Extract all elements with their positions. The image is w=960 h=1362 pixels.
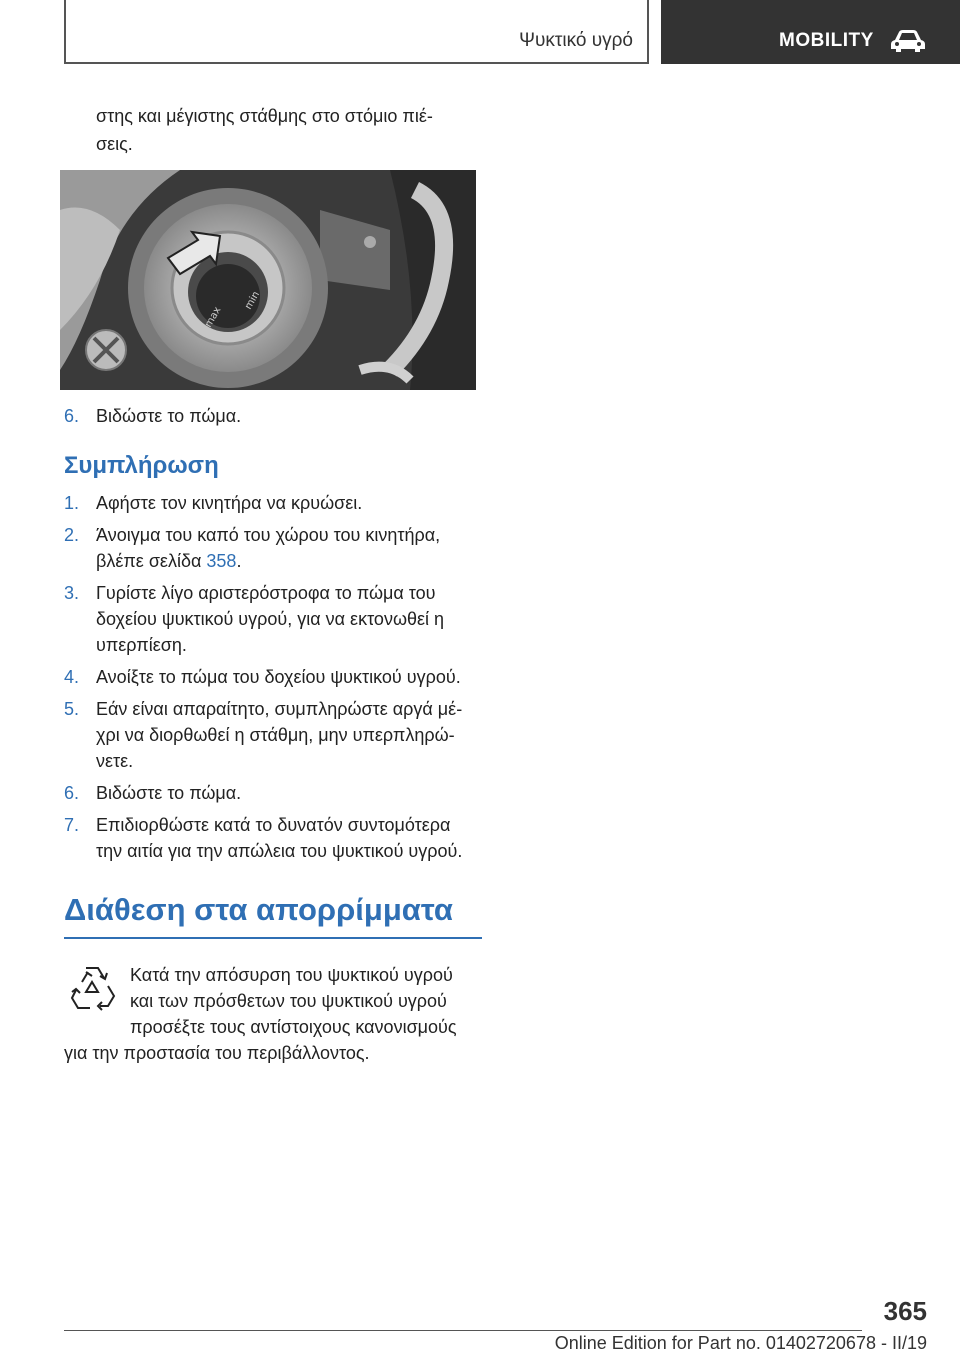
cap-label-min: min: [243, 289, 263, 312]
intro-line-2: σεις.: [96, 134, 133, 154]
section-title: Ψυκτικό υγρό: [519, 30, 633, 51]
refill-step-3-line-3: υπερπίεση.: [96, 635, 187, 655]
refill-step-5-line-2: χρι να διορθωθεί η στάθμη, μην υπερπληρώ‐: [96, 725, 455, 745]
edition-note: Online Edition for Part no. 01402720678 - II/19: [554, 1333, 927, 1353]
refill-step-2-number: 2.: [64, 525, 80, 545]
recycle-icon: [64, 962, 120, 1018]
disposal-line-1: Κατά την απόσυρση του ψυκτικού υγρού: [130, 965, 453, 985]
disposal-heading: Διάθεση στα απορρίμματα: [64, 892, 453, 927]
refill-step-7-line-1: Επιδιορθώστε κατά το δυνατόν συντομότερα: [96, 815, 451, 835]
refill-heading: Συμπλήρωση: [64, 452, 219, 479]
refill-step-7-line-2: την αιτία για την απώλεια του ψυκτικού υγρού.: [96, 841, 463, 861]
coolant-reservoir-photo: [60, 170, 476, 390]
refill-step-2-line-2-text: βλέπε σελίδα: [96, 551, 207, 571]
intro-line-1: στης και μέγιστης στάθμης στο στόμιο πιέ‐: [96, 106, 433, 126]
page-number: 365: [883, 1296, 927, 1326]
refill-step-1-number: 1.: [64, 493, 80, 513]
refill-step-3-number: 3.: [64, 583, 80, 603]
car-icon: [889, 28, 927, 54]
refill-step-4-line-1: Ανοίξτε το πώμα του δοχείου ψυκτικού υγρού.: [96, 667, 461, 687]
refill-step-3-line-2: δοχείου ψυκτικού υγρού, για να εκτονωθεί η: [96, 609, 445, 629]
disposal-heading-rule: [64, 937, 482, 939]
refill-step-6-line-1: Βιδώστε το πώμα.: [96, 783, 242, 803]
refill-step-5-line-3: νετε.: [96, 751, 134, 771]
refill-step-5-line-1: Εάν είναι απαραίτητο, συμπληρώστε αργά μέ‐: [96, 699, 463, 719]
refill-step-6-number: 6.: [64, 783, 80, 803]
footer-rule: [64, 1330, 862, 1331]
header-section-box: [64, 0, 649, 64]
step-number: 6.: [64, 406, 80, 426]
disposal-line-2: και των πρόσθετων του ψυκτικού υγρού: [130, 991, 447, 1011]
disposal-line-3: προσέξτε τους αντίστοιχους κανονισμούς: [130, 1017, 457, 1037]
cap-label-max: max: [203, 305, 224, 330]
refill-step-1-line-1: Αφήστε τον κινητήρα να κρυώσει.: [96, 493, 363, 513]
chapter-title: MOBILITY: [779, 30, 874, 51]
refill-step-2-line-2: [96, 548, 488, 574]
step-text: Βιδώστε το πώμα.: [96, 406, 242, 426]
refill-step-4-number: 4.: [64, 667, 80, 687]
header-chapter-box: [661, 0, 960, 64]
disposal-line-4: για την προστασία του περιβάλλοντος.: [64, 1043, 370, 1063]
refill-step-2-line-1: Άνοιγμα του καπό του χώρου του κινητήρα,: [96, 525, 441, 545]
refill-step-3-line-1: Γυρίστε λίγο αριστερόστροφα το πώμα του: [96, 583, 436, 603]
page-reference-link[interactable]: 358: [206, 551, 237, 571]
refill-step-5-number: 5.: [64, 699, 80, 719]
refill-step-7-number: 7.: [64, 815, 80, 835]
refill-step-2-tail: .: [236, 551, 242, 571]
